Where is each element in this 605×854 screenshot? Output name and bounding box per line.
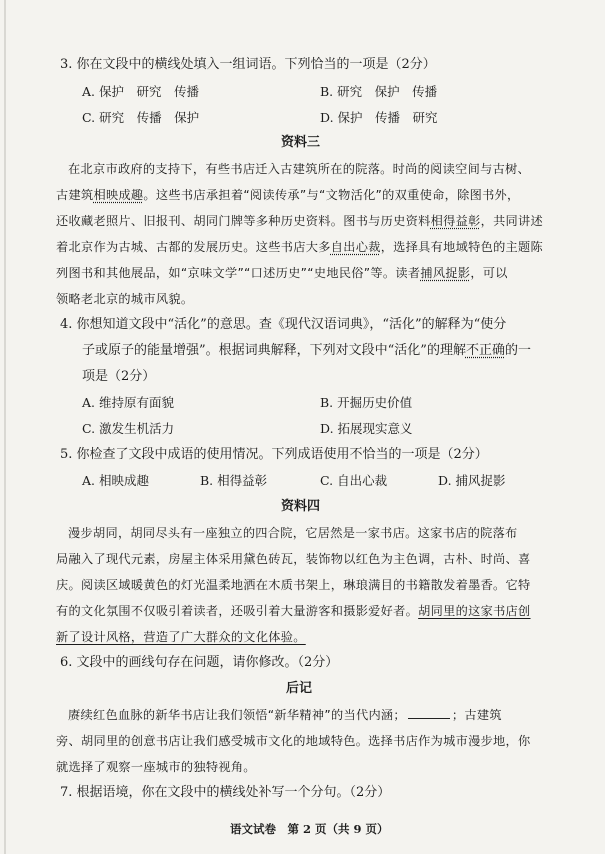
afterword-heading: 后记 <box>286 681 313 696</box>
q3-option-a: A. 保护 研究 传播 <box>82 84 199 99</box>
question-4-line-3: 项是（2分） <box>82 369 156 384</box>
question-5-stem: 5. 你检查了文段中成语的使用情况。下列成语使用不恰当的一项是（2分） <box>60 447 488 462</box>
q4-option-b: B. 开掘历史价值 <box>320 395 413 410</box>
material-4-line-5 <box>56 628 306 646</box>
fill-in-blank[interactable] <box>408 706 450 719</box>
underlined-sentence-part-2: 新了设计风格，营造了广大群众的文化体验。 <box>56 630 306 644</box>
material-3-line-1: 在北京市政府的支持下，有些书店迁入古建筑所在的院落。时尚的阅读空间与古树、 <box>68 162 531 176</box>
page-edge <box>4 0 6 854</box>
q4-option-a: A. 维持原有面貌 <box>82 395 174 410</box>
afterword-line-3: 就选择了观察一座城市的独特视角。 <box>56 760 256 774</box>
material-3-line-2: 古建筑相映成趣。这些书店承担着“阅读传承”与“文物活化”的双重使命，除图书外， <box>56 188 520 202</box>
material-4-line-3: 庆。阅读区域暖黄色的灯光温柔地洒在木质书架上，琳琅满目的书籍散发着墨香。它特 <box>56 578 531 592</box>
afterword-line-2: 旁、胡同里的创意书店让我们感受城市文化的地域特色。选择书店作为城市漫步地，你 <box>56 734 531 748</box>
material-3-line-3: 还收藏老照片、旧报刊、胡同门牌等多种历史资料。图书与历史资料相得益彰，共同讲述 <box>56 214 544 228</box>
question-7-stem: 7. 根据语境，你在文段中的横线处补写一个分句。（2分） <box>60 785 391 800</box>
q5-option-b: B. 相得益彰 <box>200 473 268 488</box>
q3-option-d: D. 保护 传播 研究 <box>320 110 438 125</box>
idiom-zichuxincai: 自出心裁 <box>330 240 381 254</box>
q3-option-b: B. 研究 保护 传播 <box>320 84 438 99</box>
question-3-stem: 3. 你在文段中的横线处填入一组词语。下列恰当的一项是（2分） <box>60 57 436 72</box>
q3-option-c: C. 研究 传播 保护 <box>82 110 200 125</box>
q4-option-d: D. 拓展现实意义 <box>320 421 413 436</box>
q5-option-d: D. 捕风捉影 <box>438 473 506 488</box>
idiom-xiangdeyizhang: 相得益彰 <box>430 214 481 228</box>
q5-option-c: C. 自出心裁 <box>320 473 388 488</box>
question-4-line-1: 4. 你想知道文段中“活化”的意思。查《现代汉语词典》，“活化”的解释为“使分 <box>60 317 507 332</box>
material-4-line-4: 有的文化氛围不仅吸引着读者，还吸引着大量游客和摄影爱好者。胡同里的这家书店创 <box>56 604 531 618</box>
material-3-heading: 资料三 <box>281 135 321 150</box>
material-3-line-5: 列图书和其他展品，如“京味文学”“口述历史”“史地民俗”等。读者捕风捉影，可以 <box>56 266 508 280</box>
question-4-line-2: 子或原子的能量增强”。根据词典解释，下列对文段中“活化”的理解不正确的一 <box>82 343 531 358</box>
material-3-line-6: 领略老北京的城市风貌。 <box>56 292 194 306</box>
q5-option-a: A. 相映成趣 <box>82 473 149 488</box>
material-4-line-2: 局融入了现代元素，房屋主体采用黛色砖瓦，装饰物以红色为主色调，古朴、时尚、喜 <box>56 552 531 566</box>
afterword-line-1: 赓续红色血脉的新华书店让我们领悟“新华精神”的当代内涵； ；古建筑 <box>68 708 502 722</box>
idiom-bufengzhuoying: 捕风捉影 <box>420 266 471 280</box>
page-footer: 语文试卷 第 2 页（共 9 页） <box>230 822 389 836</box>
idiom-xiangyingchengqu: 相映成趣 <box>93 188 144 202</box>
underlined-sentence-part-1: 胡同里的这家书店创 <box>418 604 531 618</box>
q4-option-c: C. 激发生机活力 <box>82 421 175 436</box>
emphasis-incorrect: 不正确 <box>465 343 505 358</box>
question-6-stem: 6. 文段中的画线句存在问题，请你修改。（2分） <box>60 655 339 670</box>
material-3-line-4: 着北京作为古城、古都的发展历史。这些书店大多自出心裁，选择具有地域特色的主题陈 <box>56 240 544 254</box>
material-4-line-1: 漫步胡同，胡同尽头有一座独立的四合院，它居然是一家书店。这家书店的院落布 <box>68 526 518 540</box>
material-4-heading: 资料四 <box>281 499 321 514</box>
